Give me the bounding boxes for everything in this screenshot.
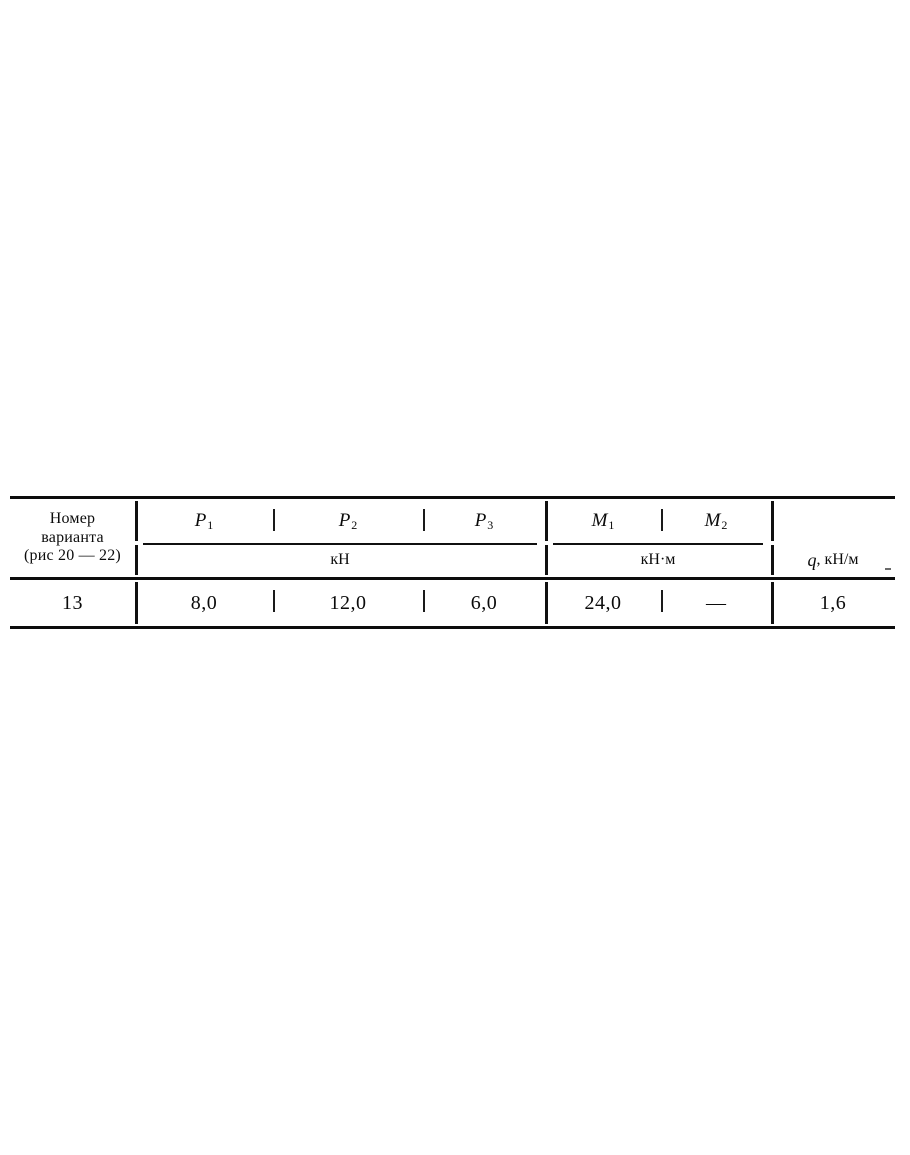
symbol-p3: $P_3$ [474,509,494,532]
unit-label-kn: кН [330,551,350,568]
symbol-m1: $M_1$ [591,509,615,532]
header-cell-variant [10,499,135,577]
header-symbol-row [135,499,910,543]
header-variant-line-2: варианта [41,528,104,546]
header-cell-q-upper [771,499,895,543]
cell-m2: — [661,580,771,626]
group-rule-forces [143,543,537,545]
cell-p2: 12,0 [273,580,423,626]
table-header [10,499,895,577]
symbol-p2: $P_2$ [338,509,358,532]
header-cell-m1 [545,499,661,543]
cell-p3: 6,0 [423,580,545,626]
unit-label-knm: кН·м [640,551,676,568]
scan-speck [885,568,891,570]
table-bottom-rule [10,626,895,629]
symbol-q: q [807,549,817,570]
data-table [10,496,895,629]
cell-p1: 8,0 [135,580,273,626]
header-unit-knm [545,543,771,577]
unit-label-q: , кН/м [816,551,859,568]
header-unit-row [135,543,910,577]
cell-q: 1,6 [771,580,895,626]
table-row [10,580,895,626]
group-rule-moments [553,543,763,545]
header-unit-kn [135,543,545,577]
symbol-p1: $P_1$ [194,509,214,532]
header-cell-q [771,543,895,577]
header-cell-m2 [661,499,771,543]
header-variant-line-3: (рис 20 — 22) [24,547,121,565]
cell-m1: 24,0 [545,580,661,626]
header-cell-p2 [273,499,423,543]
cell-variant: 13 [62,591,83,614]
header-variant-line-1: Номер [49,509,96,527]
header-cell-p3 [423,499,545,543]
header-cell-p1 [135,499,273,543]
symbol-m2: $M_2$ [704,509,728,532]
